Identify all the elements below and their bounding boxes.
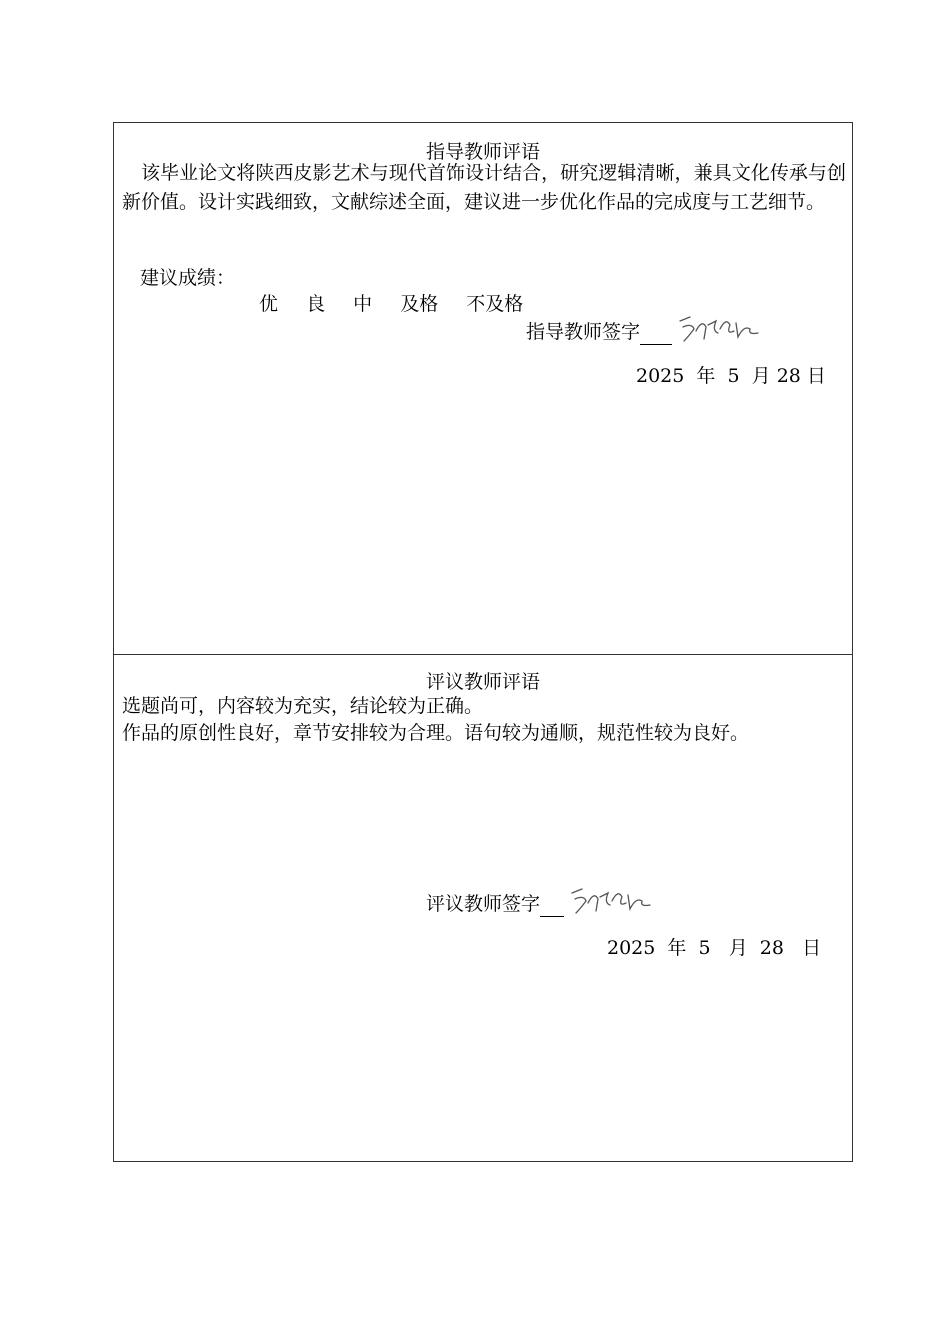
reviewer-date: 2025 年 5 月 28 日 [607,937,822,959]
signature-underline [640,324,672,345]
reviewer-comment-section [114,655,852,1161]
handwritten-signature-icon [678,311,762,345]
advisor-signature-row [526,311,762,345]
grade-option-excellent: 优 [259,293,279,315]
grade-option-fail: 不及格 [466,293,524,315]
signature-underline [540,896,564,917]
reviewer-section-title: 评议教师评语 [425,671,540,693]
advisor-date: 2025 年 5 月 28 日 [636,365,826,387]
grade-label: 建议成绩： [140,267,236,289]
grade-options [259,291,545,317]
grade-option-good: 良 [306,293,326,315]
evaluation-form [113,122,853,1162]
reviewer-comment-line2: 作品的原创性良好，章节安排较为合理。语句较为通顺，规范性较为良好。 [122,722,750,744]
advisor-comment-section [114,123,852,655]
reviewer-comment-line1: 选题尚可，内容较为充实，结论较为正确。 [122,695,484,717]
advisor-signature-label: 指导教师签字 [526,321,641,343]
handwritten-signature-icon [570,883,654,917]
advisor-comment-text: 该毕业论文将陕西皮影艺术与现代首饰设计结合，研究逻辑清晰，兼具文化传承与创新价值。设计实践细致，文献综述全面，建议进一步优化作品的完成度与工艺细节。 [122,162,846,213]
advisor-section-title: 指导教师评语 [425,141,540,163]
reviewer-signature-row [426,883,654,917]
grade-option-pass: 及格 [400,293,439,315]
reviewer-signature-label: 评议教师签字 [426,893,541,915]
grade-option-average: 中 [353,293,373,315]
